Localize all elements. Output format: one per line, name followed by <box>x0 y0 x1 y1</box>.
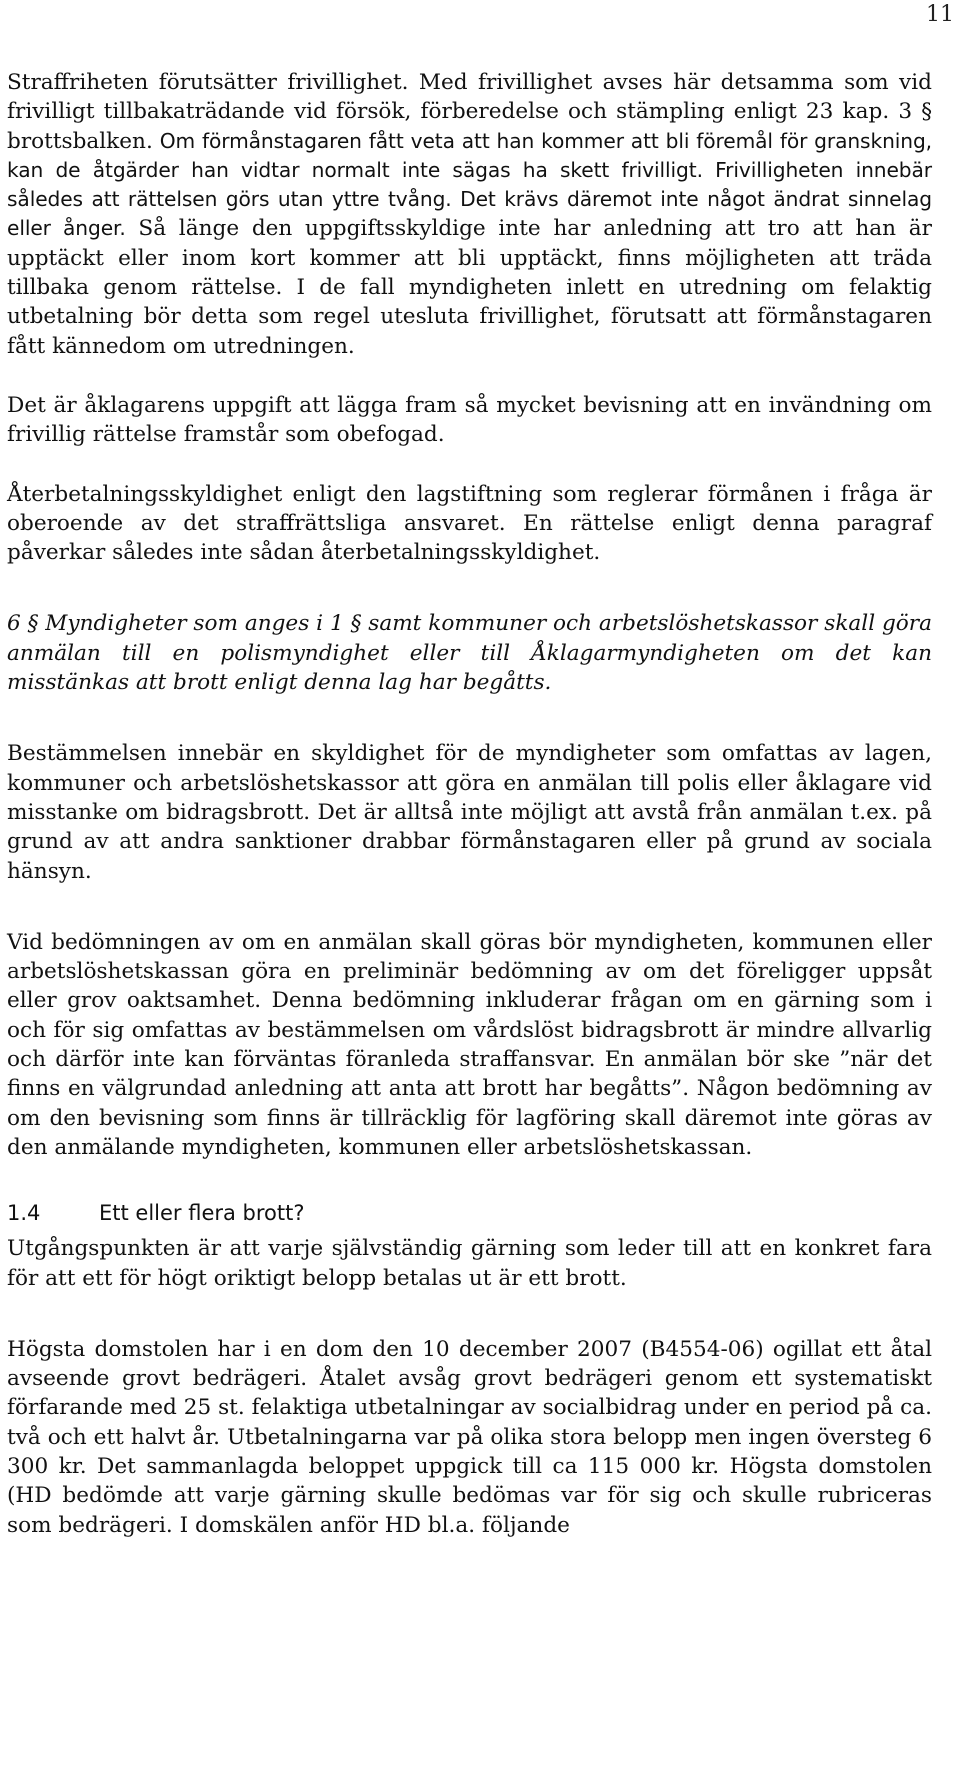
paragraph-utgangspunkten: Utgångspunkten är att varje självständig gärning som leder till att en konkret fara för att ett för högt oriktigt belopp betalas ut är ett brott. <box>7 1236 932 1291</box>
paragraph-aklagare: Det är åklagarens uppgift att lägga fram så mycket bevisning att en invändning om frivillig rättelse framstår som obefogad. <box>7 392 932 448</box>
page-number: 11 <box>926 2 954 27</box>
paragraph-aterbetalning: Återbetalningsskyldighet enligt den lagstiftning som reglerar förmånen i fråga är oberoende av det straffrättsliga ansvaret. En rättelse enligt denna paragraf påverkar således inte sådan återbetalningsskyldighet. <box>7 481 932 566</box>
document-body <box>7 68 932 1540</box>
section-heading <box>7 1198 932 1228</box>
paragraph-segment: Om förmånstagaren fått veta att han kommer att bli föremål för granskning, kan de åtgärder han vidtar normalt inte sägas ha skett frivilligt. Frivilligheten innebär således att rättelsen görs utan yttre tvång. Det krävs däremot inte något ändrat sinnelag eller ånger. <box>7 128 932 241</box>
paragraph-bedomningen: Vid bedömningen av om en anmälan skall göras bör myndigheten, kommunen eller arbetslöshetskassan göra en preliminär bedömning av om det föreligger uppsåt eller grov oaktsamhet. Denna bedömning inkluderar frågan om en gärning som i och för sig omfattas av bestämmelsen om vårdslöst bidragsbrott är mindre allvarlig och därför inte kan förväntas föranleda straffansvar. En anmälan bör ske ”när det finns en välgrundad anledning att anta att brott har begåtts”. Någon bedömning av om den bevisning som finns är tillräcklig för lagföring skall däremot inte göras av den anmälande myndigheten, kommunen eller arbetslöshetskassan. <box>7 929 932 1160</box>
section-number: 1.4 <box>7 1201 41 1226</box>
paragraph-bestammelsen: Bestämmelsen innebär en skyldighet för de myndigheter som omfattas av lagen, kommuner och arbetslöshetskassor att göra en anmälan till polis eller åklagare vid misstanke om bidragsbrott. Det är alltså inte möjligt att avstå från anmälan t.ex. på grund av att andra sanktioner drabbar förmånstagaren eller på grund av sociala hänsyn. <box>7 741 932 884</box>
paragraph-segment: Så länge den uppgiftsskyldige inte har anledning att tro att han är upptäckt eller inom kort kommer att bli upptäckt, finns möjligheten att träda tillbaka genom rättelse. I de fall myndigheten inlett en utredning om felaktig utbetalning bör detta som regel utesluta frivillighet, förutsatt att förmånstagaren fått kännedom om utredningen. <box>7 216 932 359</box>
paragraph-segment: Straffriheten förutsätter frivillighet. Med frivillighet avses här detsamma som vid frivilligt tillbakaträdande vid försök, förberedelse och stämpling enligt 23 kap. 3 § brottsbalken. <box>7 70 932 154</box>
section-title: Ett eller flera brott? <box>99 1201 305 1226</box>
legal-provision-6: 6 § Myndigheter som anges i 1 § samt kommuner och arbetslöshetskassor skall göra anmälan till en polismyndighet eller till Åklagarmyndigheten om det kan misstänkas att brott enligt denna lag har begåtts. <box>7 611 932 696</box>
paragraph-hogsta-domstolen: Högsta domstolen har i en dom den 10 december 2007 (B4554-06) ogillat ett åtal avseende grovt bedrägeri. Åtalet avsåg grovt bedrägeri genom ett systematiskt förfarande med 25 st. felaktiga utbetalningar av socialbidrag under en period på ca. två och ett halvt år. Utbetalningarna var på olika stora belopp men ingen översteg 6 300 kr. Det sammanlagda beloppet uppgick till ca 115 000 kr. Högsta domstolen (HD bedömde att varje gärning skulle bedömas var för sig och skulle rubriceras som bedrägeri. I domskälen anför HD bl.a. följande <box>7 1336 932 1538</box>
paragraph-frivillighet <box>7 68 932 361</box>
